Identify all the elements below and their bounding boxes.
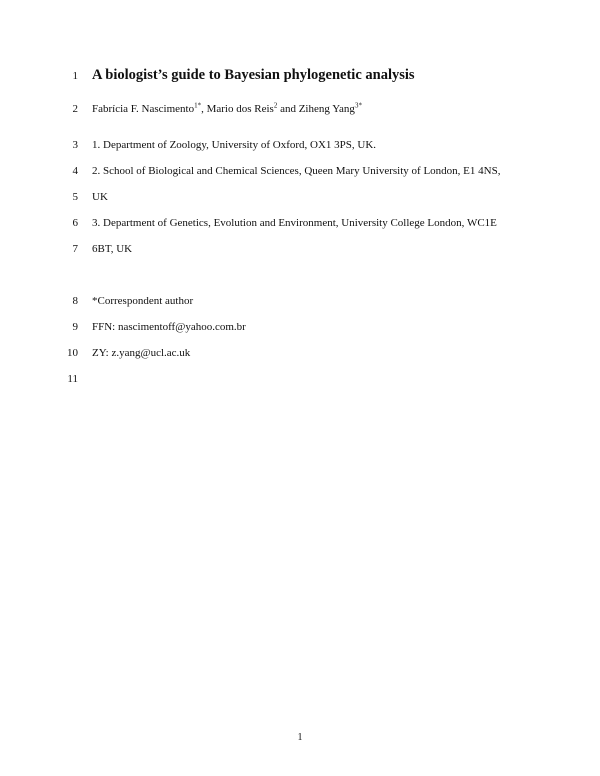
author-separator: , [201, 103, 207, 115]
manuscript-line-3 [0, 135, 600, 155]
affiliation-3-continued: 6BT, UK [92, 243, 133, 255]
affiliation-2: 2. School of Biological and Chemical Sciences, Queen Mary University of London, E1 4NS, [92, 165, 501, 177]
author-name: Fabrícia F. Nascimento [92, 103, 195, 115]
correspondence-email-zy: ZY: z.yang@ucl.ac.uk [92, 347, 191, 359]
author-name: Ziheng Yang [298, 103, 355, 115]
author-list [92, 102, 362, 116]
line-number: 11 [67, 373, 78, 385]
author-affiliation-mark: 2 [273, 101, 278, 110]
line-number: 4 [72, 165, 78, 177]
correspondence-email-ffn: FFN: nascimentoff@yahoo.com.br [92, 321, 246, 333]
line-number: 5 [72, 191, 78, 203]
manuscript-line-7 [0, 239, 600, 259]
manuscript-line-4 [0, 161, 600, 181]
line-number: 9 [72, 321, 78, 333]
line-number: 2 [72, 103, 78, 115]
affiliation-1: 1. Department of Zoology, University of Oxford, OX1 3PS, UK. [92, 139, 377, 151]
line-number: 10 [67, 347, 78, 359]
author-name: Mario dos Reis [206, 103, 274, 115]
page-number: 1 [297, 732, 303, 743]
manuscript-line-2 [0, 99, 600, 119]
line-number: 1 [72, 70, 78, 82]
manuscript-line-5 [0, 187, 600, 207]
author-separator: and [277, 103, 299, 115]
manuscript-line-8 [0, 291, 600, 311]
manuscript-line-9 [0, 317, 600, 337]
manuscript-line-10 [0, 343, 600, 363]
affiliation-2-continued: UK [92, 191, 108, 203]
affiliation-3: 3. Department of Genetics, Evolution and Environment, University College London, WC1E [92, 217, 497, 229]
manuscript-line-11 [0, 369, 600, 389]
line-number: 6 [72, 217, 78, 229]
manuscript-line-1 [0, 66, 600, 86]
author-affiliation-mark: 3* [354, 101, 362, 110]
line-number: 3 [72, 139, 78, 151]
author-affiliation-mark: 1* [194, 101, 202, 110]
line-number: 7 [72, 243, 78, 255]
paper-title: A biologist’s guide to Bayesian phylogenetic analysis [92, 67, 415, 83]
correspondence-label: *Correspondent author [92, 295, 194, 307]
manuscript-line-6 [0, 213, 600, 233]
line-number: 8 [72, 295, 78, 307]
